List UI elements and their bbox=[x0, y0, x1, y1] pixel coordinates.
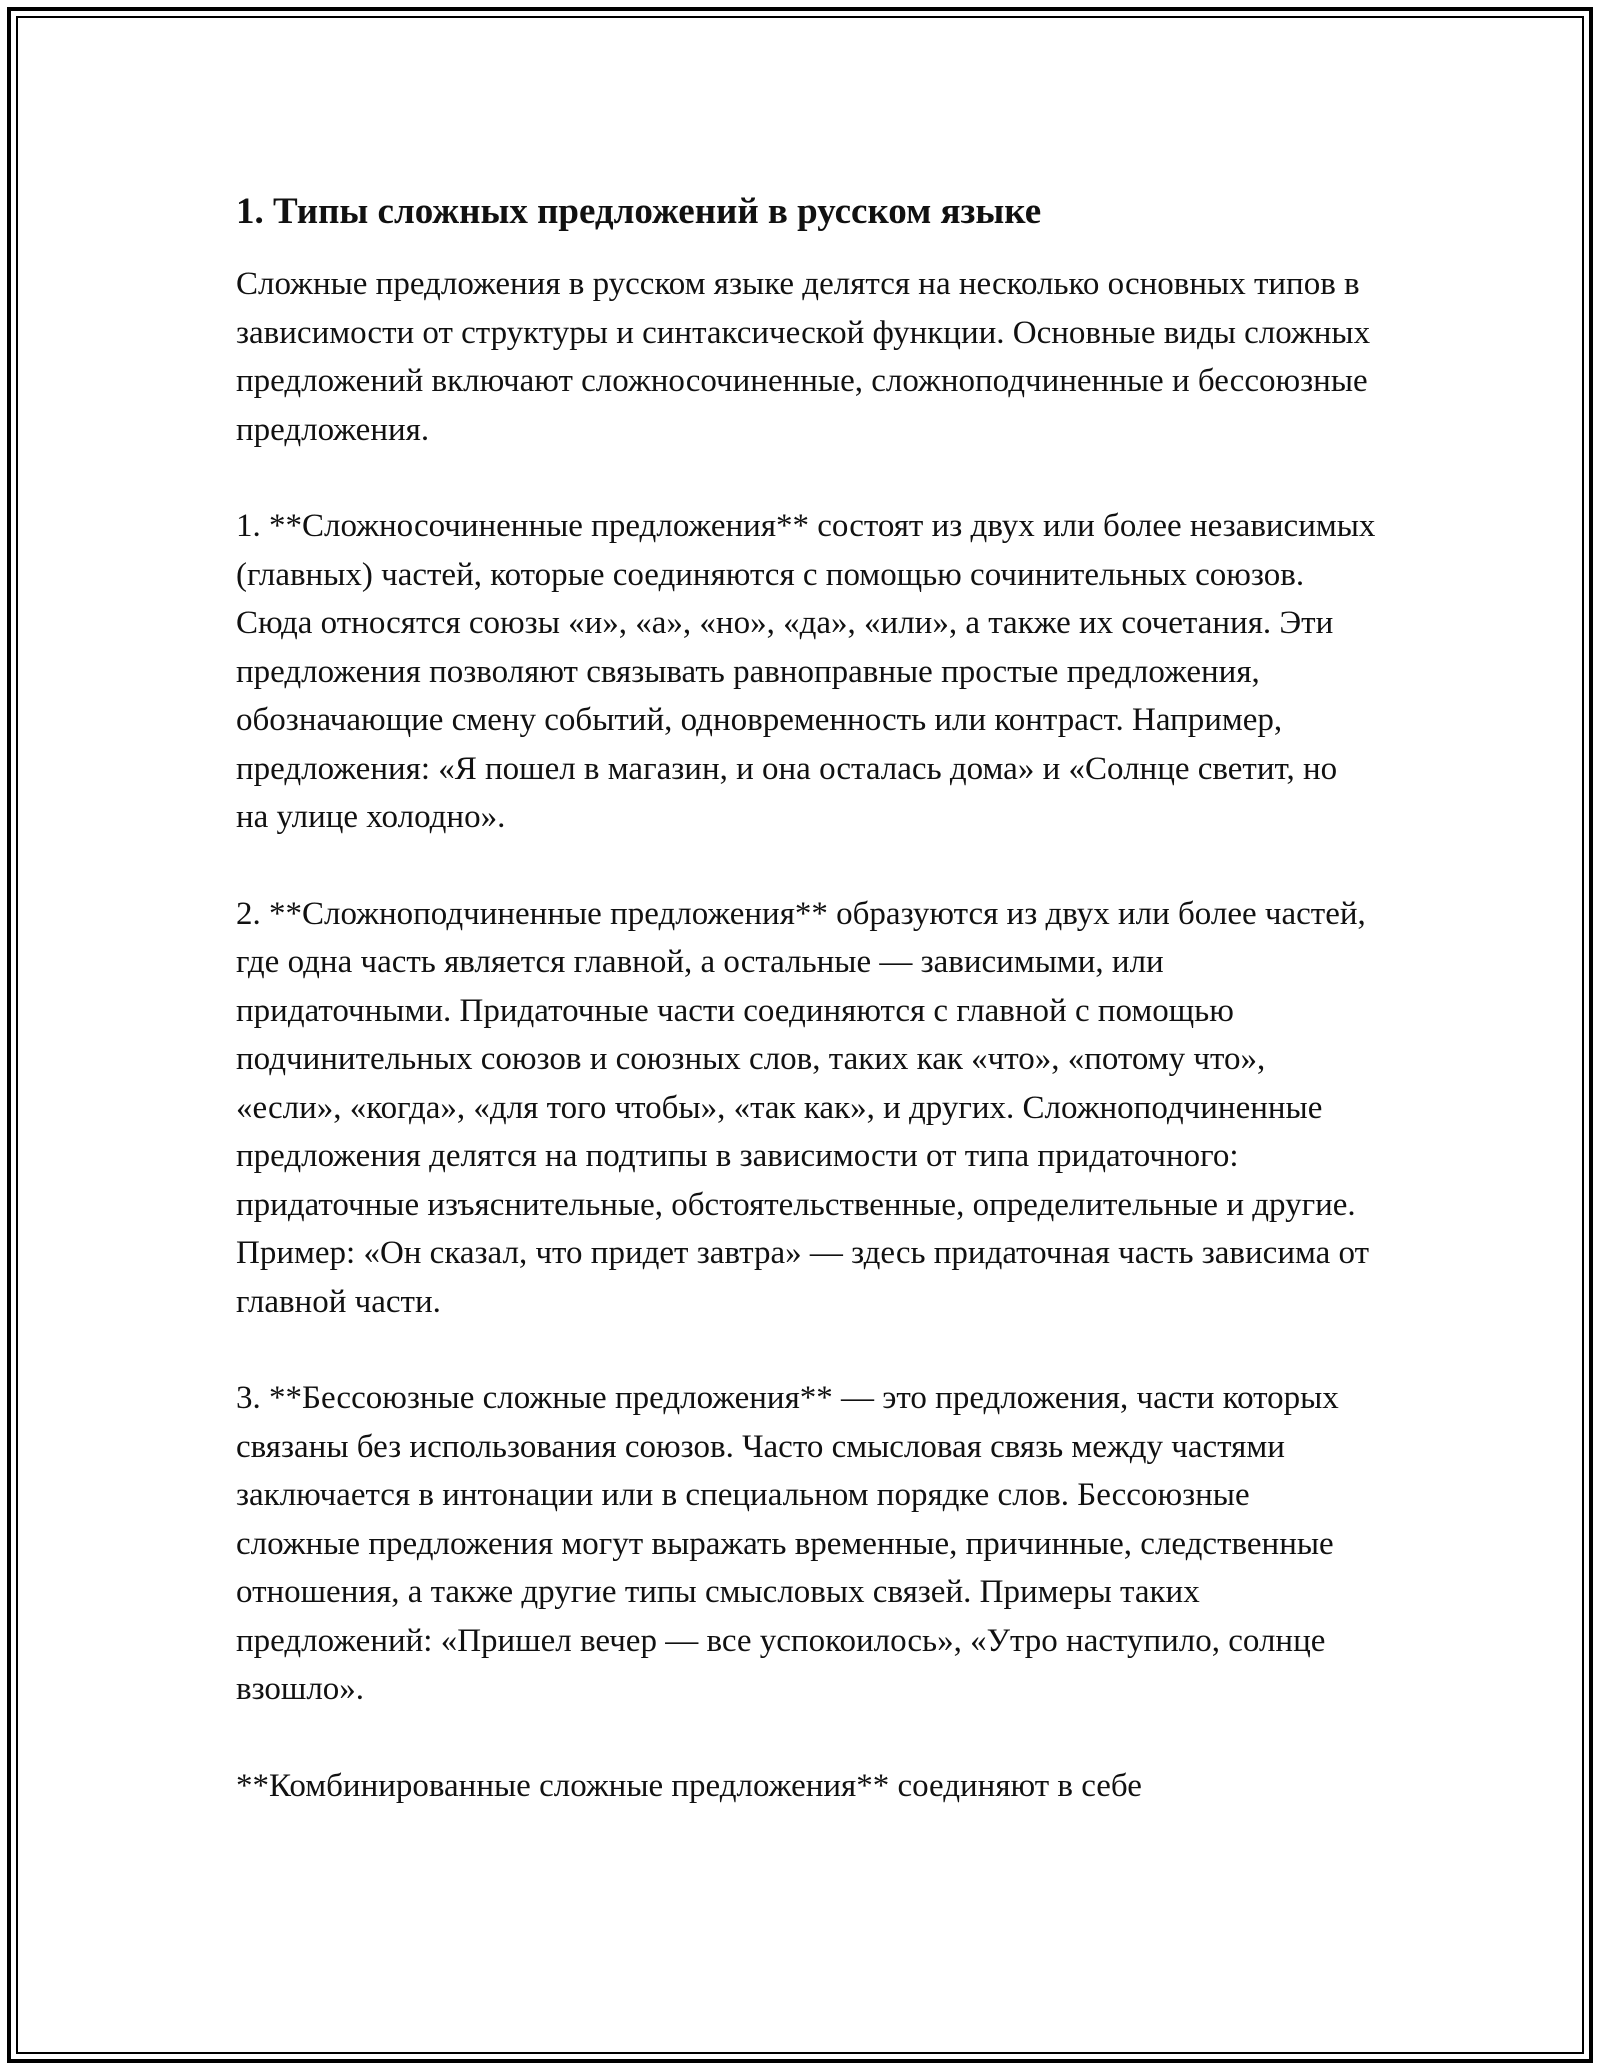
document-body bbox=[236, 186, 1376, 1858]
paragraph-complex-sentences: 2. **Сложноподчиненные предложения** образуются из двух или более частей, где одна часть является главной, а остальные — зависимыми, или придаточными. Придаточные части соединяются с главной с помощью подчинительных союзов и союзных слов, таких как «что», «потому что», «если», «когда», «для того чтобы», «так как», и других. Сложноподчиненные предложения делятся на подтипы в зависимости от типа придаточного: придаточные изъяснительные, обстоятельственные, определительные и другие. Пример: «Он сказал, что придет завтра» — здесь придаточная часть зависима от главной части. bbox=[236, 895, 1370, 1320]
paragraph-asyndetic-sentences: 3. **Бессоюзные сложные предложения** — это предложения, части которых связаны без использования союзов. Часто смысловая связь между частями заключается в интонации или в специальном порядке слов. Бессоюзные сложные предложения могут выражать временные, причинные, следственные отношения, а также другие типы смысловых связей. Примеры таких предложений: «Пришел вечер — все успокоилось», «Утро наступило, солнце взошло». bbox=[236, 1380, 1339, 1707]
section-heading: 1. Типы сложных предложений в русском языке bbox=[236, 191, 1042, 232]
paragraph-combined-sentences: **Комбинированные сложные предложения** соединяют в себе bbox=[236, 1767, 1142, 1804]
paragraph-compound-sentences: 1. **Сложносочиненные предложения** состоят из двух или более независимых (главных) частей, которые соединяются с помощью сочинительных союзов. Сюда относятся союзы «и», «а», «но», «да», «или», а также их сочетания. Эти предложения позволяют связывать равноправные простые предложения, обозначающие смену событий, одновременность или контраст. Например, предложения: «Я пошел в магазин, и она осталась дома» и «Солнце светит, но на улице холодно». bbox=[236, 508, 1376, 835]
paragraph-intro: Сложные предложения в русском языке делятся на несколько основных типов в зависимости от структуры и синтаксической функции. Основные виды сложных предложений включают сложносочиненные, сложноподчиненные и бессоюзные предложения. bbox=[236, 266, 1371, 448]
